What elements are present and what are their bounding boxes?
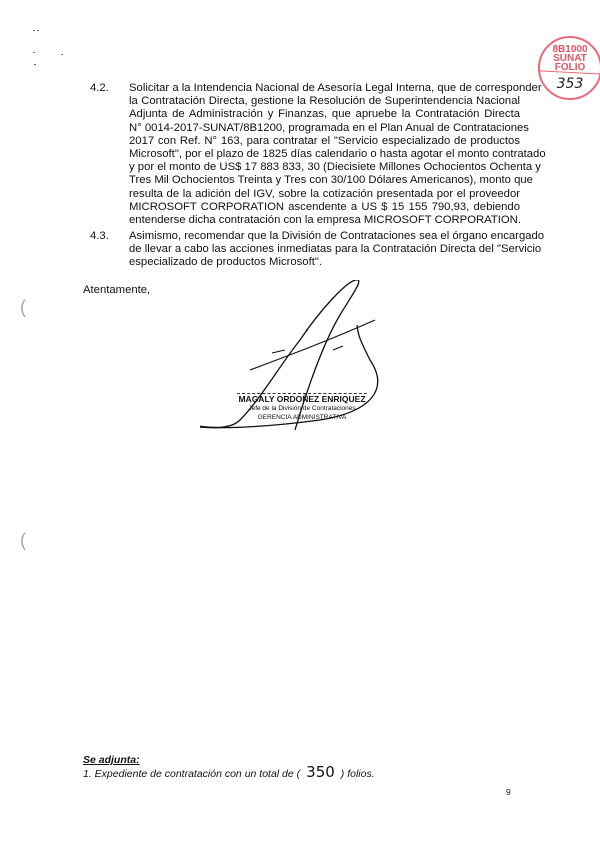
attachments-title: Se adjunta: (83, 754, 140, 766)
scan-speck (37, 30, 39, 31)
text-line: 2017 con Ref. N° 163, para contratar el "Servicio especializado de productos (129, 134, 520, 147)
signer-department: GERENCIA ADMINISTRATIVA (257, 414, 347, 421)
attachment-item-text: 1. Expediente de contratación con un total de ( (83, 768, 301, 780)
text-line: Adjunta de Administración y Finanzas, que apruebe la Contratación Directa (129, 108, 520, 121)
attachments-section (83, 754, 375, 780)
text-line: Asimismo, recomendar que la División de Contrataciones sea el órgano encargado (129, 230, 545, 242)
stamp-label: FOLIO (554, 62, 586, 73)
stamp-agency: SUNAT (553, 53, 587, 64)
binder-hole-mark: ( (20, 297, 26, 317)
folio-stamp (538, 36, 600, 100)
closing-salutation: Atentamente, (83, 284, 151, 296)
scan-speck (33, 52, 35, 53)
stamp-folio-number: 353 (556, 76, 584, 92)
text-line: de llevar a cabo las acciones inmediatas para la Contratación Directa del "Servicio (129, 243, 542, 256)
section-body (129, 230, 545, 270)
scan-speck (33, 30, 35, 31)
section-body (129, 82, 546, 227)
text-line: Solicitar a la Intendencia Nacional de Asesoría Legal Interna, que de corresponder (129, 82, 542, 94)
signer-role: Jefe de la División de Contrataciones (248, 405, 356, 412)
attachment-item-suffix: ) folios. (340, 768, 375, 780)
signer-name: MAGALY ORDOÑEZ ENRIQUEZ (238, 394, 366, 404)
text-line: la Contratación Directa, gestione la Resolución de Superintendencia Nacional (129, 95, 520, 108)
text-line: resulta de la adición del IGV, sobre la cotización presentada por el proveedor (129, 187, 520, 200)
handwritten-folio-count: 350 (306, 763, 335, 781)
text-line: Microsoft", por el plazo de 1825 días calendario o hasta agotar el monto contratado (129, 148, 546, 161)
signature-block (237, 393, 367, 422)
binder-hole-mark: ( (20, 530, 26, 550)
section-number: 4.2. (90, 82, 109, 94)
text-line: entenderse dicha contratación con la empresa MICROSOFT CORPORATION. (129, 214, 521, 227)
attachment-item (83, 763, 375, 781)
section-4-3 (90, 230, 545, 270)
stamp-code: 8B1000 (552, 44, 588, 55)
scan-speck (34, 64, 36, 65)
section-4-2 (90, 82, 546, 227)
text-line: MICROSOFT CORPORATION ascendente a US $ 15 155 790,93, debiendo (129, 200, 520, 213)
text-line: y por el monto de US$ 17 883 833, 30 (Diecisiete Millones Ochocientos Ochenta y (129, 161, 541, 174)
text-line: N° 0014-2017-SUNAT/8B1200, programada en el Plan Anual de Contrataciones (129, 121, 529, 134)
text-line: especializado de productos Microsoft". (129, 256, 323, 269)
section-number: 4.3. (90, 230, 109, 242)
text-line: Tres Mil Ochocientos Treinta y Tres con 30/100 Dólares Americanos), monto que (129, 174, 533, 187)
page-number: 9 (506, 787, 511, 797)
scan-speck (61, 54, 63, 55)
